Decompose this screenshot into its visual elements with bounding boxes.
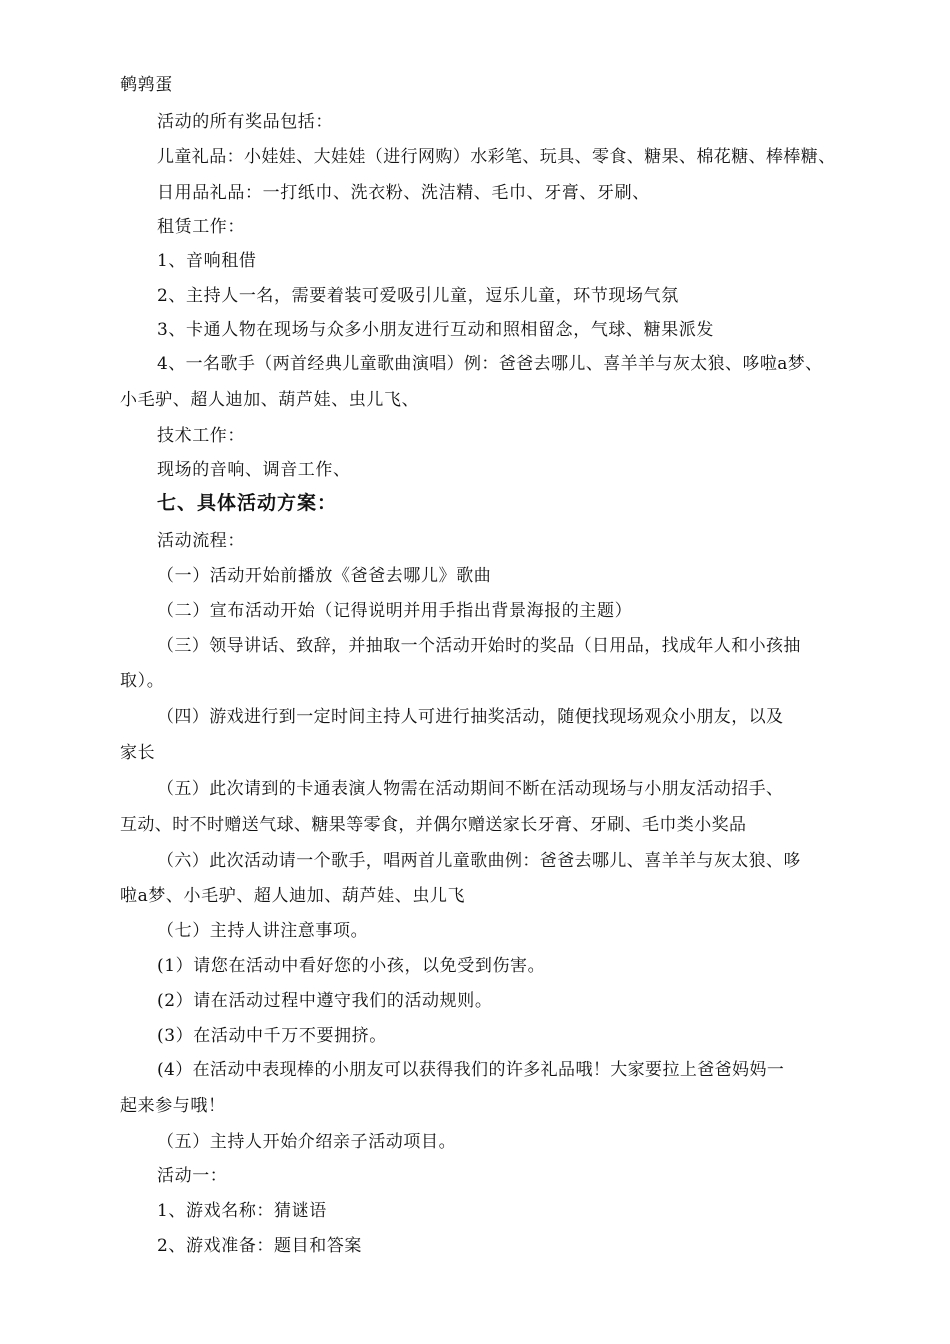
text-line: (3）在活动中千万不要拥挤。: [157, 1026, 387, 1046]
text-line: 日用品礼品：一打纸巾、洗衣粉、洗洁精、毛巾、牙膏、牙刷、: [157, 183, 650, 203]
text-line: （七）主持人讲注意事项。: [157, 921, 369, 941]
text-line: （六）此次活动请一个歌手，唱两首儿童歌曲例：爸爸去哪儿、喜羊羊与灰太狼、哆: [157, 851, 801, 871]
text-line: 儿童礼品：小娃娃、大娃娃（进行网购）水彩笔、玩具、零食、糖果、棉花糖、棒棒糖、: [157, 147, 836, 167]
text-line: 4、一名歌手（两首经典儿童歌曲演唱）例：爸爸去哪儿、喜羊羊与灰太狼、哆啦a梦、: [157, 354, 823, 374]
text-line: （四）游戏进行到一定时间主持人可进行抽奖活动，随便找现场观众小朋友，以及: [157, 707, 784, 727]
text-line: 取）。: [120, 671, 165, 691]
text-line: 小毛驴、超人迪加、葫芦娃、虫儿飞、: [120, 390, 420, 410]
text-line: （一）活动开始前播放《爸爸去哪儿》歌曲: [157, 566, 492, 586]
text-line: （二）宣布活动开始（记得说明并用手指出背景海报的主题）: [157, 601, 633, 621]
text-line: 1、游戏名称：猜谜语: [157, 1201, 327, 1221]
text-line: 3、卡通人物在现场与众多小朋友进行互动和照相留念，气球、糖果派发: [157, 320, 715, 340]
text-line: 啦a梦、小毛驴、超人迪加、葫芦娃、虫儿飞: [120, 886, 466, 906]
text-line: （五）主持人开始介绍亲子活动项目。: [157, 1132, 457, 1152]
text-line: 租赁工作：: [157, 217, 245, 237]
text-line: 互动、时不时赠送气球、糖果等零食，并偶尔赠送家长牙膏、牙刷、毛巾类小奖品: [120, 815, 747, 835]
text-line: （三）领导讲话、致辞，并抽取一个活动开始时的奖品（日用品，找成年人和小孩抽: [157, 636, 801, 656]
text-line: 2、游戏准备：题目和答案: [157, 1236, 363, 1256]
text-line: 鹌鹑蛋: [120, 75, 173, 95]
text-line: 起来参与哦！: [120, 1096, 226, 1116]
section-heading: 七、具体活动方案：: [157, 492, 338, 514]
text-line: 技术工作：: [157, 426, 245, 446]
text-line: (1）请您在活动中看好您的小孩，以免受到伤害。: [157, 956, 546, 976]
text-line: (2）请在活动过程中遵守我们的活动规则。: [157, 991, 493, 1011]
text-line: 活动一：: [157, 1166, 228, 1186]
text-line: 1、音响租借: [157, 251, 257, 271]
text-line: 家长: [120, 743, 156, 763]
text-line: 2、主持人一名，需要着装可爱吸引儿童，逗乐儿童，环节现场气氛: [157, 286, 679, 306]
text-line: 活动流程：: [157, 531, 245, 551]
text-line: （五）此次请到的卡通表演人物需在活动期间不断在活动现场与小朋友活动招手、: [157, 779, 784, 799]
text-line: (4）在活动中表现棒的小朋友可以获得我们的许多礼品哦！大家要拉上爸爸妈妈一: [157, 1060, 785, 1080]
text-line: 现场的音响、调音工作、: [157, 460, 351, 480]
text-line: 活动的所有奖品包括：: [157, 112, 333, 132]
